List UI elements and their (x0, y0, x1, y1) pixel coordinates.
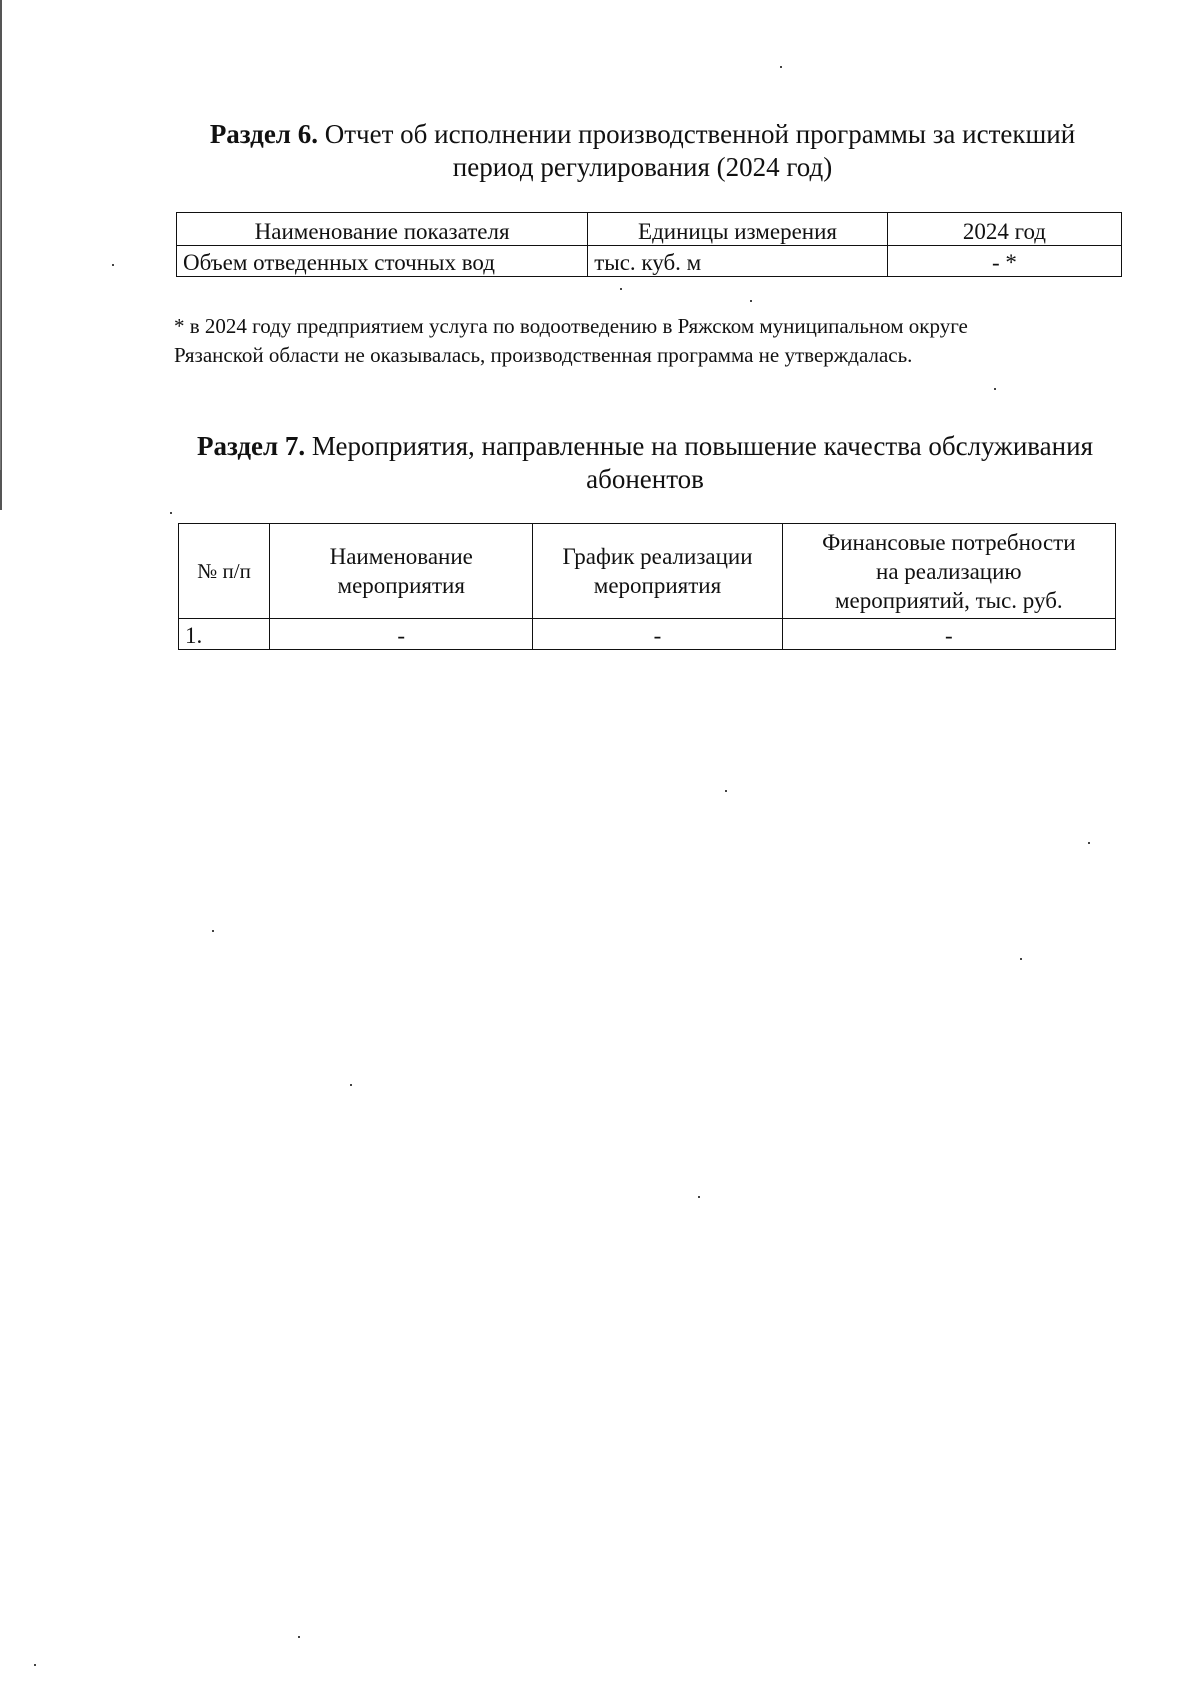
scan-speck (994, 388, 996, 390)
cell-schedule: - (533, 619, 782, 650)
cell-number: 1. (179, 619, 270, 650)
scan-speck (112, 264, 114, 266)
section6-title-part2: период регулирования (2024 год) (452, 152, 833, 182)
section7-title-part2: абонентов (586, 464, 704, 494)
section6-title-part1: Отчет об исполнении производственной программы за истекший (324, 119, 1076, 149)
scan-speck (1088, 842, 1090, 844)
header-cell-activity-name (270, 524, 533, 619)
scan-speck (298, 1636, 300, 1638)
cell-financing: - (782, 619, 1115, 650)
scan-speck (350, 1084, 352, 1086)
header-line: № п/п (197, 558, 251, 583)
header-cell-year: 2024 год (887, 213, 1121, 246)
scan-speck (170, 512, 172, 514)
cell-indicator-name: Объем отведенных сточных вод (177, 246, 588, 277)
section7-heading-line1 (170, 430, 1120, 463)
header-line: мероприятий, тыс. руб. (834, 587, 1063, 613)
table-row (179, 619, 1116, 650)
header-line: Наименование (329, 544, 473, 569)
header-line: мероприятия (337, 573, 465, 598)
section7-table (178, 523, 1116, 650)
cell-units: тыс. куб. м (588, 246, 888, 277)
section6-table (176, 212, 1122, 277)
section7-title-part1: Мероприятия, направленные на повышение качества обслуживания (311, 431, 1093, 461)
table-header-row (177, 213, 1122, 246)
section7-heading (170, 430, 1120, 496)
section6-label: Раздел 6. (209, 119, 318, 149)
header-cell-units: Единицы измерения (588, 213, 888, 246)
header-cell-number (179, 524, 270, 619)
scan-speck (34, 1664, 36, 1666)
scan-speck (725, 790, 727, 792)
section6-footnote (174, 312, 1124, 370)
table-header-row (179, 524, 1116, 619)
table-row (177, 246, 1122, 277)
scan-speck (750, 300, 752, 302)
header-line: мероприятия (593, 573, 722, 598)
cell-activity-name: - (270, 619, 533, 650)
cell-value-2024: - * (887, 246, 1121, 277)
header-line: на реализацию (876, 558, 1022, 584)
footnote-line1: * в 2024 году предприятием услуга по водоотведению в Ряжском муниципальном округе (174, 314, 968, 338)
scan-edge-line (0, 170, 1, 470)
section6-heading (170, 118, 1115, 184)
section7-label: Раздел 7. (197, 431, 306, 461)
footnote-line2: Рязанской области не оказывалась, производственная программа не утверждалась. (174, 343, 913, 367)
header-cell-indicator: Наименование показателя (177, 213, 588, 246)
scan-speck (1020, 958, 1022, 960)
scan-speck (212, 930, 214, 932)
section6-heading-line1 (170, 118, 1115, 151)
header-line: График реализации (562, 544, 753, 569)
scan-speck (698, 1196, 700, 1198)
scan-speck (780, 66, 782, 68)
scan-speck (620, 288, 622, 290)
header-line: Финансовые потребности (822, 529, 1076, 555)
header-cell-financing (782, 524, 1115, 619)
header-cell-schedule (533, 524, 782, 619)
